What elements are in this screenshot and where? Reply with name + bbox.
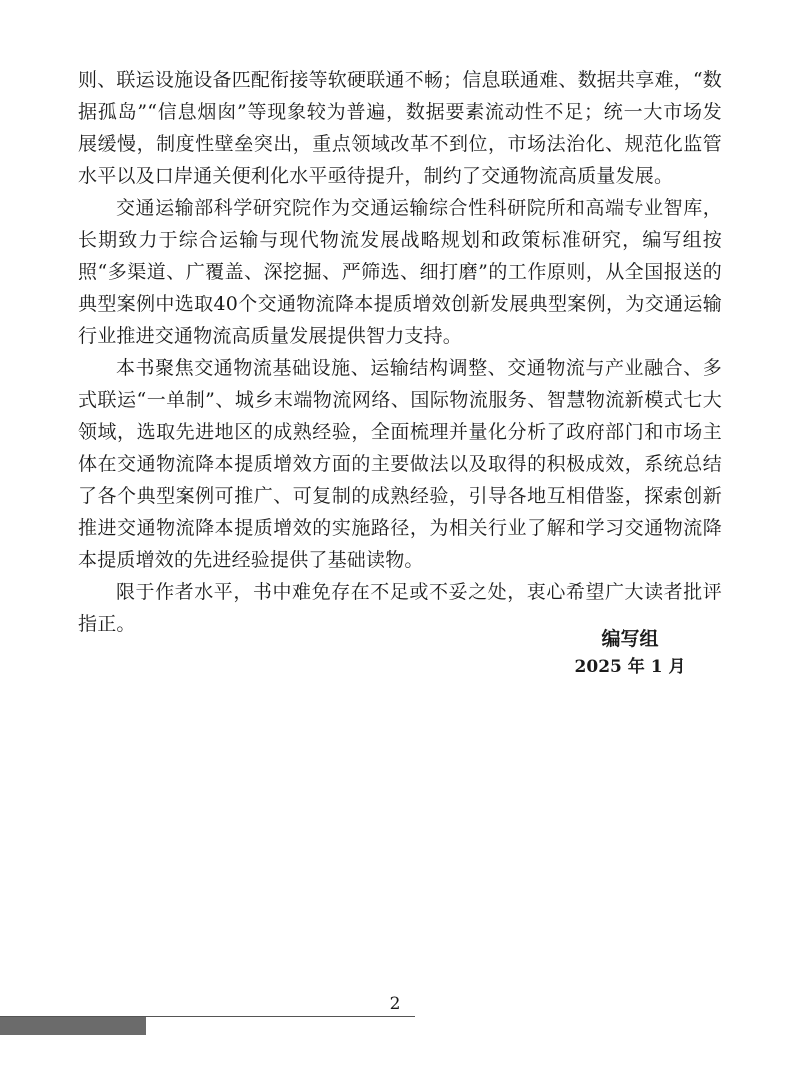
footer-bar bbox=[0, 1017, 146, 1035]
signature-date: 2025 年 1 月 bbox=[574, 657, 686, 677]
page-number: 2 bbox=[389, 994, 401, 1014]
signature-author: 编写组 bbox=[601, 628, 659, 650]
paragraph-closing: 限于作者水平，书中难免存在不足或不妥之处，衷心希望广大读者批评指正。 bbox=[78, 581, 722, 635]
paragraph-continued: 则、联运设施设备匹配衔接等软硬联通不畅；信息联通难、数据共享难，“数据孤岛”“信息烟囱”等现象较为普遍，数据要素流动性不足；统一大市场发展缓慢，制度性壁垒突出，重点领域改革不到位，市场法治化、规范化监管水平以及口岸通关便利化水平亟待提升，制约了交通物流高质量发展。 bbox=[78, 69, 722, 187]
paragraph-book-focus: 本书聚焦交通物流基础设施、运输结构调整、交通物流与产业融合、多式联运“一单制”、城乡末端物流网络、国际物流服务、智慧物流新模式七大领域，选取先进地区的成熟经验，全面梳理并量化分析了政府部门和市场主体在交通物流降本提质增效方面的主要做法以及取得的积极成效，系统总结了各个典型案例可推广、可复制的成熟经验，引导各地互相借鉴，探索创新推进交通物流降本提质增效的实施路径，为相关行业了解和学习交通物流降本提质增效的先进经验提供了基础读物。 bbox=[78, 357, 722, 571]
signature-block bbox=[560, 625, 700, 681]
preface-body bbox=[78, 64, 722, 640]
paragraph-institute: 交通运输部科学研究院作为交通运输综合性科研院所和高端专业智库，长期致力于综合运输与现代物流发展战略规划和政策标准研究，编写组按照“多渠道、广覆盖、深挖掘、严筛选、细打磨”的工作原则，从全国报送的典型案例中选取40个交通物流降本提质增效创新发展典型案例，为交通运输行业推进交通物流高质量发展提供智力支持。 bbox=[78, 197, 722, 347]
